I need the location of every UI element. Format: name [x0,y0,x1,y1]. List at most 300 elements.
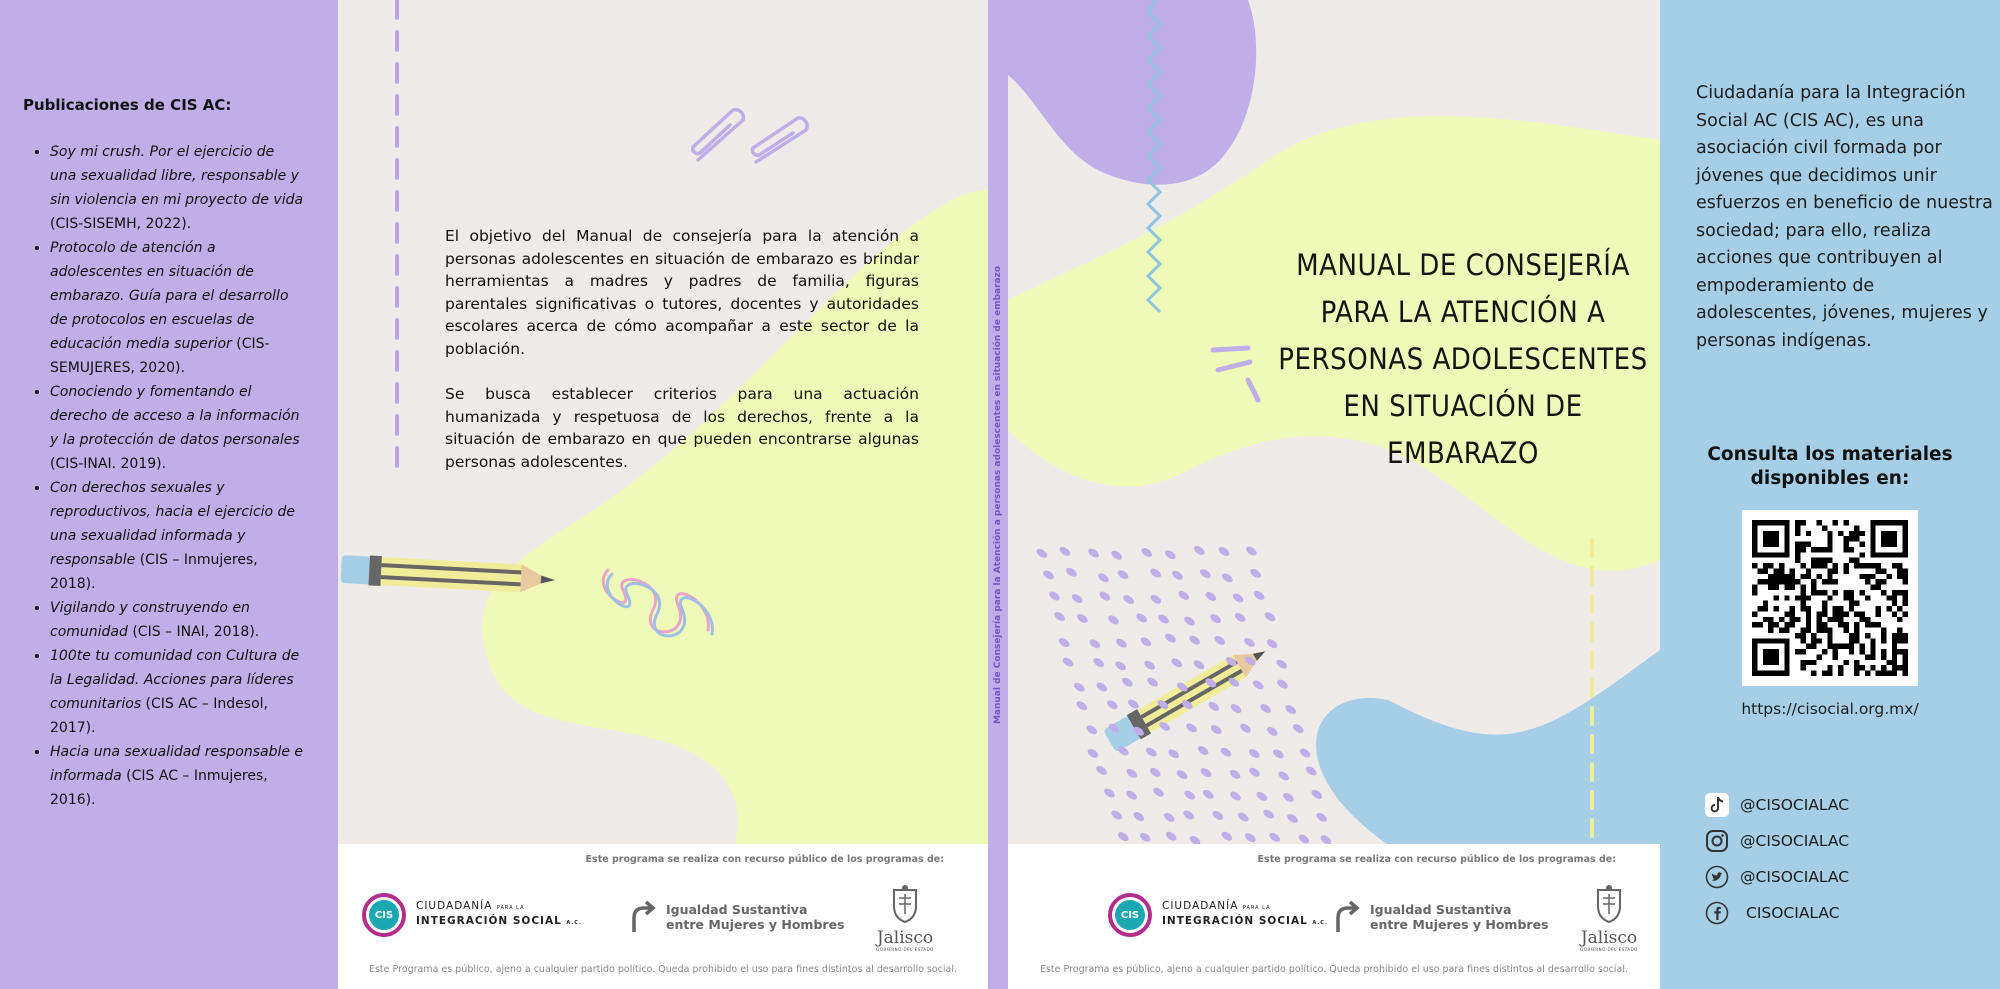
publications-title: Publicaciones de CIS AC: [23,96,232,114]
decor-dot [1213,634,1227,647]
decor-dot [1277,770,1291,783]
qr-module [1827,547,1832,552]
decor-dot [1140,546,1154,559]
qr-module [1752,563,1757,568]
decor-dot [1085,724,1099,737]
qr-module [1903,595,1908,600]
decor-dot [1149,567,1163,580]
qr-module [1757,622,1762,627]
qr-module [1827,633,1832,638]
decor-dot [1268,831,1282,844]
decor-dot [1170,569,1184,582]
objective-paragraph: Se busca establecer criterios para una actuación humanizada y respetuosa de los derechos, frente a la situación de embarazo en que pueden encontrarse algunas personas adolescentes. [445,385,919,471]
decor-dot [1220,830,1234,843]
qr-module [1784,520,1789,558]
list-item: • Protocolo de atención a adolescentes en situación de embarazo. Guía para el desarrollo de protocolos en escuelas de educación media superior (CIS-SEMUJERES, 2020). [50,236,304,380]
qr-module [1860,649,1865,654]
qr-module [1822,558,1827,563]
qr-module [1843,568,1848,573]
decor-dot [1058,545,1072,558]
decor-dot [1192,544,1206,557]
qr-module [1817,638,1822,643]
qr-module [1854,601,1859,606]
qr-module [1806,611,1811,616]
qr-module [1903,590,1908,595]
qr-module [1822,590,1827,595]
social-twitter[interactable] [1704,864,1849,890]
qr-module [1897,590,1902,595]
decor-dot [1138,831,1152,844]
decor-dot [1125,767,1139,780]
decor-dot [1286,812,1300,825]
twitter-icon [1704,864,1730,890]
qr-module [1806,606,1811,611]
decor-background [1008,0,1660,989]
qr-module [1822,525,1827,530]
qr-module [1752,520,1757,558]
qr-module [1800,638,1805,643]
qr-module [1827,531,1832,536]
tiktok-icon [1704,792,1730,818]
decor-dot [1209,612,1223,625]
qr-module [1827,644,1832,649]
cis-logo: CIS CIUDADANÍA PARA LA INTEGRACIÓN SOCIAL A.C. [362,893,582,937]
qr-module [1903,665,1908,670]
decor-dot [1110,809,1124,822]
qr-module [1903,654,1908,659]
qr-module [1806,622,1811,627]
qr-module [1806,574,1811,579]
qr-module [1843,628,1848,633]
decor-dot [1228,768,1242,781]
decor-dot [1265,637,1279,650]
qr-module [1827,595,1832,600]
qr-module [1757,606,1762,611]
decor-dot [1114,637,1128,650]
decor-dot [1275,658,1289,671]
qr-module [1843,542,1848,547]
qr-module [1752,520,1790,525]
qr-module [1903,601,1908,606]
list-item: • Vigilando y construyendo en comunidad (CIS – INAI, 2018). [50,596,304,644]
qr-module [1822,547,1827,552]
decor-dot [1162,811,1176,824]
publications-panel [0,0,338,989]
qr-module [1800,585,1805,590]
qr-module [1827,671,1832,676]
qr-code-image [1752,520,1908,676]
instagram-icon [1704,828,1730,854]
qr-module [1870,622,1875,627]
decor-dot [1284,703,1298,716]
qr-module [1784,579,1789,584]
qr-module [1827,579,1832,584]
qr-module [1854,531,1859,536]
qr-module [1854,622,1859,627]
qr-module [1838,671,1843,676]
qr-module [1752,552,1790,557]
decor-dot [1291,722,1305,735]
qr-module [1817,547,1822,552]
qr-module [1881,531,1897,547]
decor-dot [1086,747,1100,760]
qr-module [1833,611,1838,616]
website-link[interactable]: https://cisocial.org.mx/ [1741,700,1919,718]
qr-module [1763,601,1768,606]
qr-module [1903,638,1908,643]
decor-dot [1217,545,1231,558]
qr-module [1843,644,1848,649]
qr-module [1870,520,1908,525]
book-spine [988,0,1008,989]
qr-module [1806,568,1811,573]
qr-module [1892,563,1897,568]
decor-dot [1035,547,1049,560]
qr-module [1833,606,1838,611]
decor-dot [1092,656,1106,669]
qr-module [1800,601,1805,606]
qr-module [1800,542,1805,547]
decor-dot [1088,638,1102,651]
qr-module [1897,606,1902,611]
qr-module [1800,628,1805,633]
qr-module [1790,568,1795,573]
qr-module [1881,568,1886,573]
qr-module [1752,611,1757,616]
qr-module [1774,606,1779,611]
qr-module [1811,547,1816,552]
qr-module [1763,649,1779,665]
qr-module [1833,617,1838,622]
qr-module [1817,590,1822,595]
qr-module [1833,520,1838,525]
decor-dot [1315,811,1329,824]
funding-label: Este programa se realiza con recurso público de los programas de: [1257,854,1616,865]
qr-module [1843,563,1848,568]
qr-module [1822,622,1827,627]
qr-module [1784,611,1789,616]
qr-module [1892,638,1897,643]
qr-module [1790,622,1795,627]
qr-module [1806,542,1811,547]
qr-module [1795,558,1800,563]
qr-module [1763,606,1768,611]
qr-module [1854,671,1859,676]
publications-list [23,140,304,812]
decor-dot [1192,658,1206,671]
decor-dot [1276,678,1290,691]
qr-module [1827,617,1832,622]
qr-module [1892,633,1897,638]
qr-module [1800,547,1805,552]
qr-module [1757,568,1762,573]
qr-module [1774,585,1779,590]
decor-dot [1249,567,1263,580]
qr-module [1870,654,1875,659]
decor-dot [1116,830,1130,843]
decor-dot [1047,590,1061,603]
qr-module [1806,644,1811,649]
qr-module [1833,590,1838,595]
qr-module [1800,520,1805,525]
decor-dot [1143,659,1157,672]
facebook-icon [1704,900,1730,926]
qr-module [1833,563,1838,568]
qr-module [1822,606,1827,611]
qr-module [1822,611,1827,616]
qr-module [1790,579,1795,584]
qr-module [1784,628,1789,633]
qr-module [1817,654,1822,659]
decor-dot [1220,572,1234,585]
qr-module [1892,601,1897,606]
decor-dot [1244,545,1258,558]
decor-dot [1231,592,1245,605]
qr-module [1811,563,1816,568]
qr-module [1779,617,1784,622]
qr-module [1838,611,1843,616]
qr-module [1827,542,1832,547]
qr-module [1768,617,1773,622]
decor-dot [1251,679,1265,692]
decor-dot [1164,830,1178,843]
qr-module [1763,568,1768,573]
qr-module [1903,579,1908,584]
qr-module [1870,649,1875,654]
back-cover-panel [1660,0,2000,989]
decor-dot [1098,590,1112,603]
decor-dot [1271,748,1285,761]
social-tiktok[interactable] [1704,792,1849,818]
decor-dot [1149,593,1163,606]
qr-module [1849,547,1854,552]
qr-module [1795,649,1800,654]
qr-module [1865,617,1870,622]
jalisco-crest-icon [1592,884,1626,924]
qr-module [1795,542,1800,547]
qr-module [1768,585,1773,590]
qr-module [1822,563,1827,568]
qr-module [1849,649,1854,654]
jalisco-crest-icon [888,884,922,924]
qr-module [1876,579,1881,584]
qr-module [1892,671,1897,676]
decor-dot [1262,808,1276,821]
qr-module [1800,590,1805,595]
decor-dot [1107,614,1121,627]
qr-module [1854,536,1859,541]
qr-module [1876,671,1881,676]
objective-paragraph: El objetivo del Manual de consejería para la atención a personas adolescentes en situación de embarazo es brindar herramientas a madres y padres de familia, figuras parentales significativas o tutores, docentes y autoridades escolares acerca de cómo acompañar a este sector de la población. [445,227,919,358]
qr-module [1854,665,1859,670]
qr-module [1806,617,1811,622]
qr-module [1784,574,1789,579]
qr-module [1795,633,1800,638]
decor-dot [1095,681,1109,694]
qr-module [1849,590,1854,595]
cis-logo: CIS CIUDADANÍA PARA LA INTEGRACIÓN SOCIAL A.C. [1108,893,1328,937]
qr-module [1811,590,1816,595]
qr-module [1752,671,1790,676]
decor-dot [1144,746,1158,759]
qr-module [1827,574,1832,579]
qr-code[interactable] [1742,510,1918,686]
qr-module [1886,660,1891,665]
qr-module [1800,660,1805,665]
qr-module [1865,622,1870,627]
qr-module [1870,585,1875,590]
qr-module [1854,611,1859,616]
qr-module [1811,579,1816,584]
qr-module [1790,606,1795,611]
decor-dot [1053,610,1067,623]
social-handle: @CISOCIALAC [1740,832,1850,850]
qr-module [1860,590,1865,595]
list-item: • Soy mi crush. Por el ejercicio de una sexualidad libre, responsable y sin violencia en mi proyecto de vida (CIS-SISEMH, 2022). [50,140,304,236]
qr-module [1897,563,1902,568]
decor-dot [1126,698,1140,711]
qr-module [1892,595,1897,600]
qr-module [1849,638,1854,643]
qr-module [1854,638,1859,643]
qr-module [1790,611,1795,616]
decor-dot [1148,766,1162,779]
qr-module [1849,601,1854,606]
qr-module [1768,574,1773,579]
decor-dot [1233,611,1247,624]
qr-module [1870,638,1875,643]
qr-module [1784,622,1789,627]
qr-module [1854,558,1859,563]
qr-module [1897,649,1902,654]
qr-module [1779,579,1784,584]
objective-text [445,225,919,496]
decor-dot [1209,723,1223,736]
decor-dot [1207,700,1221,713]
qr-module [1870,552,1908,557]
qr-module [1903,660,1908,665]
qr-module [1860,644,1865,649]
qr-module [1811,638,1816,643]
social-instagram[interactable] [1704,828,1849,854]
decor-dot [1243,831,1257,844]
decor-dot [1072,681,1086,694]
decor-dot [1163,548,1177,561]
qr-module [1833,649,1838,654]
decor-dot [1075,612,1089,625]
decor-dot [1061,656,1075,669]
qr-module [1800,563,1805,568]
decor-dot [1167,747,1181,760]
qr-module [1774,574,1779,579]
qr-module [1817,563,1822,568]
qr-module [1892,660,1897,665]
qr-module [1817,611,1822,616]
funding-label: Este programa se realiza con recurso público de los programas de: [585,854,944,865]
qr-module [1881,633,1886,638]
decor-dot [1236,811,1250,824]
qr-module [1843,590,1848,595]
qr-module [1763,563,1768,568]
qr-module [1752,590,1757,595]
qr-module [1881,638,1886,643]
qr-module [1838,617,1843,622]
decor-dot [1298,747,1312,760]
decor-dot [1164,632,1178,645]
qr-module [1833,644,1838,649]
qr-module [1784,585,1789,590]
decor-dot [1188,634,1202,647]
qr-module [1800,595,1805,600]
qr-module [1768,622,1773,627]
list-item: • 100te tu comunidad con Cultura de la Legalidad. Acciones para líderes comunitarios (CIS AC – Indesol, 2017). [50,644,304,740]
qr-module [1886,595,1891,600]
qr-module [1811,558,1816,563]
qr-module [1827,558,1832,563]
qr-module [1757,579,1762,584]
decor-dot [1201,788,1215,801]
decor-dot [1042,569,1056,582]
objective-panel [338,0,988,989]
decor-dot [1199,766,1213,779]
qr-module [1881,590,1886,595]
qr-module [1768,579,1773,584]
qr-module [1790,585,1795,590]
qr-module [1886,671,1891,676]
qr-module [1774,595,1779,600]
jalisco-logo: Jalisco GOBIERNO DEL ESTADO [870,884,940,952]
qr-module [1800,633,1805,638]
qr-module [1779,568,1784,573]
qr-module [1779,628,1784,633]
qr-module [1843,547,1848,552]
qr-module [1800,606,1805,611]
decor-dot [1087,547,1101,560]
spine-text: Manual de Consejería para la Atención a personas adolescentes en situación de embarazo [993,265,1003,725]
decor-dot [1252,589,1266,602]
decor-dot [1132,810,1146,823]
qr-module [1860,552,1865,557]
qr-module [1795,617,1800,622]
qr-module [1795,520,1800,525]
list-item: • Con derechos sexuales y reproductivos, hacia el ejercicio de una sexualidad informada y responsable (CIS – Inmujeres, 2018). [50,476,304,596]
qr-module [1881,628,1886,633]
qr-module [1843,660,1848,665]
decor-dot [1170,657,1184,670]
social-handle: @CISOCIALAC [1740,868,1850,886]
decor-dot [1116,568,1130,581]
decor-dot [1135,612,1149,625]
decor-dot [1265,725,1279,738]
social-facebook[interactable] [1704,900,1840,926]
qr-module [1849,595,1854,600]
qr-module [1811,671,1816,676]
qr-module [1811,633,1816,638]
qr-module [1860,611,1865,616]
decor-dot [1219,746,1233,759]
qr-module [1827,628,1832,633]
qr-module [1752,622,1757,627]
qr-module [1903,611,1908,616]
qr-module [1849,536,1854,541]
qr-module [1854,633,1859,638]
decor-dot [1259,702,1273,715]
disclaimer: Este Programa es público, ajeno a cualquier partido político. Queda prohibido el uso para fines distintos al desarrollo social. [368,964,958,975]
qr-module [1795,552,1800,557]
qr-module [1870,563,1875,568]
qr-module [1897,568,1902,573]
qr-module [1833,568,1838,573]
